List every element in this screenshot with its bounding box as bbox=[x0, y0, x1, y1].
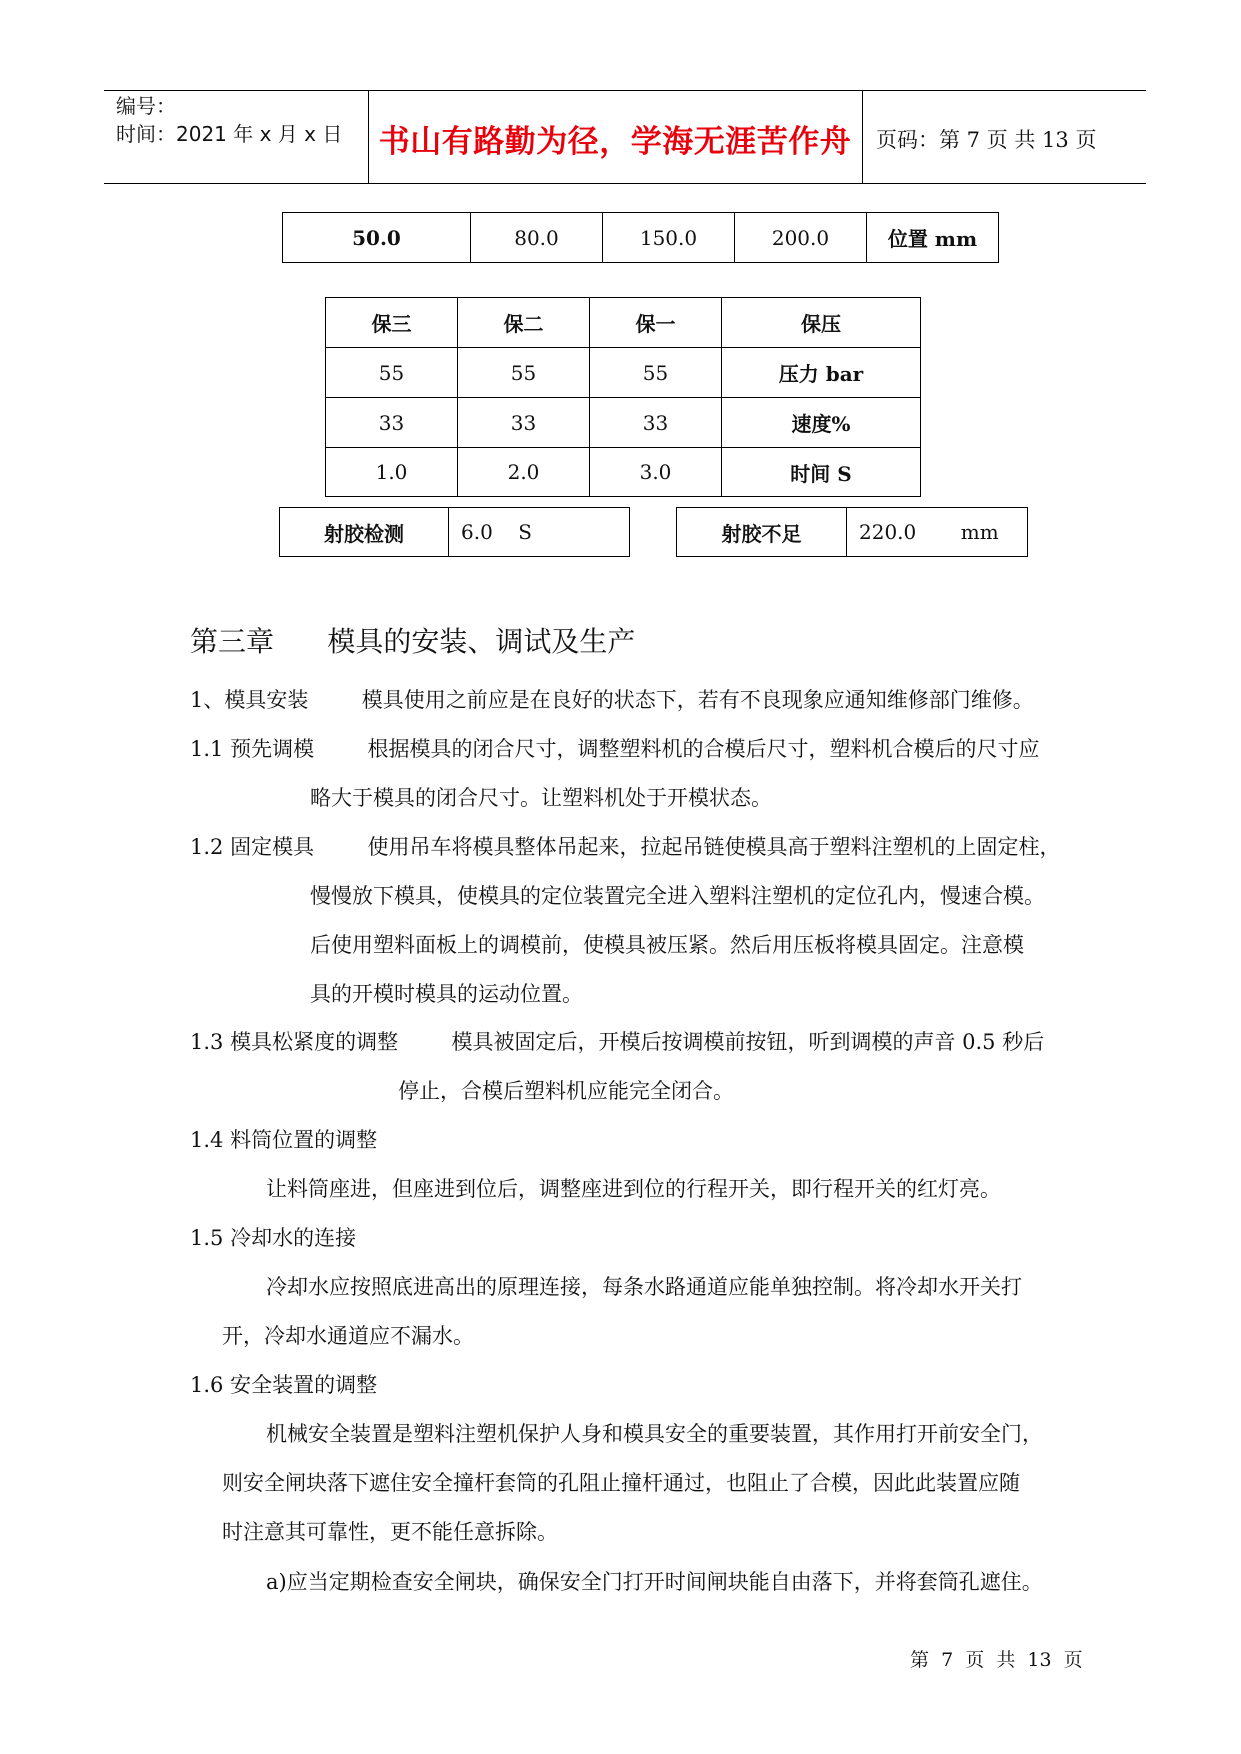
page-footer: 第 7 页 共 13 页 bbox=[910, 1649, 1083, 1671]
position-cell: 200.0 bbox=[735, 213, 867, 263]
section-1-1-cont: 略大于模具的闭合尺寸。让塑料机处于开模状态。 bbox=[310, 786, 772, 810]
hold-value-cell: 1.0 bbox=[326, 448, 458, 497]
shot-short-box bbox=[676, 507, 1028, 557]
header-top-rule bbox=[104, 90, 1146, 91]
hold-value-cell: 55 bbox=[326, 348, 458, 398]
section-1-2-cont: 后使用塑料面板上的调模前，使模具被压紧。然后用压板将模具固定。注意模 bbox=[310, 933, 1024, 957]
position-cell: 150.0 bbox=[603, 213, 735, 263]
hold-value-cell: 33 bbox=[458, 398, 590, 448]
position-cell: 80.0 bbox=[471, 213, 603, 263]
shot-short-label: 射胶不足 bbox=[677, 508, 847, 556]
section-1-6-item-a: a)应当定期检查安全闸块，确保安全门打开时间闸块能自由落下，并将套筒孔遮住。 bbox=[266, 1570, 1043, 1594]
hold-value-cell: 55 bbox=[590, 348, 722, 398]
hold-header-cell: 保一 bbox=[590, 298, 722, 348]
hold-value-cell: 2.0 bbox=[458, 448, 590, 497]
shot-short-value: 220.0 mm bbox=[859, 520, 999, 544]
section-1-2-cont: 具的开模时模具的运动位置。 bbox=[310, 982, 583, 1006]
hold-header-cell: 保压 bbox=[722, 298, 921, 348]
hold-value-cell: 33 bbox=[590, 398, 722, 448]
section-1-5-cont: 开，冷却水通道应不漏水。 bbox=[222, 1324, 474, 1348]
section-1-line: 1、模具安装 模具使用之前应是在良好的状态下，若有不良现象应通知维修部门维修。 bbox=[190, 688, 1034, 712]
header-divider-right bbox=[862, 90, 863, 184]
hold-row-label: 压力 bar bbox=[722, 348, 921, 398]
section-1-4-heading: 1.4 料筒位置的调整 bbox=[190, 1128, 378, 1152]
section-1-6-cont: 则安全闸块落下遮住安全撞杆套筒的孔阻止撞杆通过，也阻止了合模，因此此装置应随 bbox=[222, 1471, 1020, 1495]
hold-row-label: 速度% bbox=[722, 398, 921, 448]
shot-check-value: 6.0 S bbox=[461, 520, 532, 544]
position-unit-cell: 位置 mm bbox=[867, 213, 999, 263]
section-1-6-text: 机械安全装置是塑料注塑机保护人身和模具安全的重要装置，其作用打开前安全门， bbox=[266, 1422, 1043, 1446]
header-divider-left bbox=[368, 90, 369, 184]
hold-header-cell: 保三 bbox=[326, 298, 458, 348]
chapter-title: 第三章 模具的安装、调试及生产 bbox=[190, 625, 636, 658]
serial-label: 编号： bbox=[116, 94, 176, 118]
position-cell: 50.0 bbox=[283, 213, 471, 263]
shot-check-box bbox=[279, 507, 630, 557]
section-1-5-heading: 1.5 冷却水的连接 bbox=[190, 1226, 357, 1250]
section-1-6-heading: 1.6 安全装置的调整 bbox=[190, 1373, 378, 1397]
hold-value-cell: 55 bbox=[458, 348, 590, 398]
hold-value-cell: 33 bbox=[326, 398, 458, 448]
header-meta bbox=[116, 92, 342, 148]
section-1-1-line: 1.1 预先调模 根据模具的闭合尺寸，调整塑料机的合模后尺寸，塑料机合模后的尺寸应 bbox=[190, 737, 1040, 761]
section-1-3-line: 1.3 模具松紧度的调整 模具被固定后，开模后按调模前按钮，听到调模的声音 0.5 秒后 bbox=[190, 1030, 1045, 1054]
section-1-2-cont: 慢慢放下模具，使模具的定位装置完全进入塑料注塑机的定位孔内，慢速合模。 bbox=[310, 884, 1045, 908]
section-1-3-cont: 停止，合模后塑料机应能完全闭合。 bbox=[398, 1079, 734, 1103]
section-1-4-text: 让料筒座进，但座进到位后，调整座进到位的行程开关，即行程开关的红灯亮。 bbox=[266, 1177, 1001, 1201]
header-motto: 书山有路勤为径，学海无涯苦作舟 bbox=[378, 124, 852, 160]
section-1-6-cont: 时注意其可靠性，更不能任意拆除。 bbox=[222, 1520, 558, 1544]
shot-check-label: 射胶检测 bbox=[280, 508, 449, 556]
section-1-5-text: 冷却水应按照底进高出的原理连接，每条水路通道应能单独控制。将冷却水开关打 bbox=[266, 1275, 1022, 1299]
section-1-2-line: 1.2 固定模具 使用吊车将模具整体吊起来，拉起吊链使模具高于塑料注塑机的上固定柱， bbox=[190, 835, 1061, 859]
header-page-info: 页码：第 7 页 共 13 页 bbox=[876, 128, 1097, 152]
hold-row-label: 时间 S bbox=[722, 448, 921, 497]
hold-pressure-table bbox=[325, 297, 921, 497]
position-table bbox=[282, 212, 999, 263]
hold-value-cell: 3.0 bbox=[590, 448, 722, 497]
hold-header-cell: 保二 bbox=[458, 298, 590, 348]
header-bottom-rule bbox=[104, 183, 1146, 184]
time-label: 时间：2021 年 x 月 x 日 bbox=[116, 122, 343, 146]
